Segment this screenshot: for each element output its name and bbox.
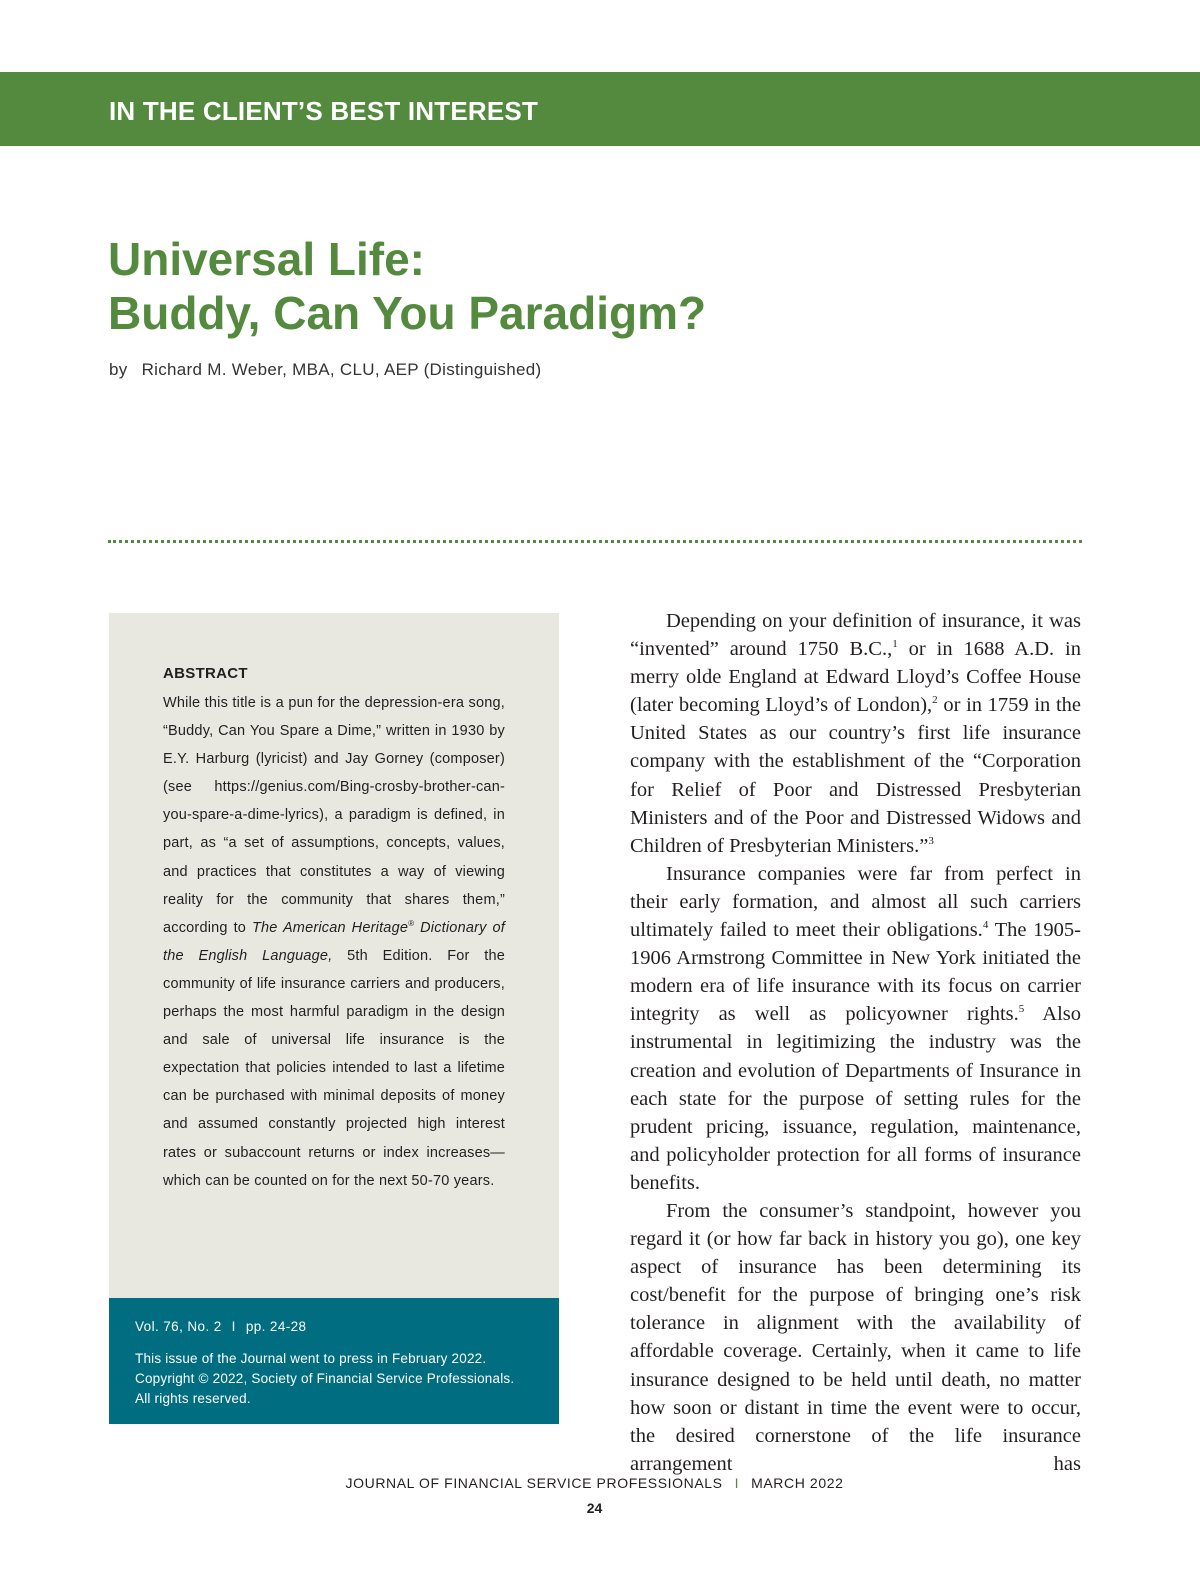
byline — [109, 360, 541, 380]
footnote-ref-1[interactable]: 1 — [892, 638, 898, 651]
footnote-ref-4[interactable]: 4 — [982, 919, 989, 932]
paragraph-2-text-a: Insurance companies were far from perfect in their early formation, and almost all such carriers ultimately failed to meet their obligations. — [630, 862, 1081, 942]
article-body — [630, 607, 1081, 1478]
volume-info — [135, 1319, 306, 1334]
body-paragraph-3: From the consumer’s standpoint, however you regard it (or how far back in history you go), one key aspect of insurance has been determining its cost/benefit for the purpose of bringing one’s risk tolerance in alignment with the availability of affordable coverage. Certainly, when it came to life insurance designed to be held until death, no matter how soon or distant in time the event were to occur, the desired cornerstone of the life insurance arrangement has — [630, 1199, 1081, 1475]
abstract-text — [163, 689, 505, 1195]
footnote-ref-2[interactable]: 2 — [932, 694, 938, 707]
section-banner-label: IN THE CLIENT’S BEST INTEREST — [109, 96, 539, 126]
paragraph-2-text-b: The 1905-1906 Armstrong Committee in New York initiated the modern era of life insurance with its focus on carrier integrity as well as policyowner rights. — [630, 919, 1082, 1026]
author-name: Richard M. Weber, MBA, CLU, AEP (Distinguished) — [141, 360, 542, 379]
abstract-text-part-2: 5th Edition. For the community of life insurance carriers and producers, perhaps the most harmful paradigm in the design and sale of universal life insurance is the expectation that policies intended to last a lifetime can be purchased with minimal deposits of money and assumed constantly projected high interest rates or subaccount returns or index increases—which can be counted on for the next 50-70 years. — [163, 947, 506, 1189]
article-title — [108, 232, 706, 340]
byline-prefix: by — [109, 360, 128, 379]
article-title-line-1: Universal Life: — [108, 233, 425, 285]
footnote-ref-3[interactable]: 3 — [928, 834, 934, 847]
abstract-heading: ABSTRACT — [163, 665, 248, 682]
footnote-ref-5[interactable]: 5 — [1018, 1003, 1025, 1016]
paragraph-1-text-b: or in 1688 A.D. in merry olde England at Edward Lloyd’s Coffee House (later becoming Lloyd’s of London), — [630, 638, 1081, 717]
section-banner — [0, 72, 1200, 146]
dictionary-title-text: The American Heritage — [251, 919, 409, 936]
footer-separator: I — [734, 1475, 740, 1491]
paragraph-2-text-c: Also instrumental in legitimizing the industry was the creation and evolution of Departments of Insurance in each state for the purpose of setting rules for the prudent pricing, issuance, regulation, maintenance, and policyholder protection for all forms of insurance benefits. — [630, 1003, 1081, 1194]
volume-separator: I — [231, 1319, 236, 1334]
dictionary-title-cont: Dictionary of the English Language, — [163, 919, 505, 964]
issue-date: MARCH 2022 — [751, 1475, 844, 1491]
press-note-line-3: All rights reserved. — [135, 1391, 251, 1406]
press-note — [135, 1349, 545, 1409]
publication-info-box — [109, 1298, 559, 1424]
page-footer — [0, 1475, 1189, 1491]
press-note-line-1: This issue of the Journal went to press in February 2022. — [135, 1351, 487, 1366]
dotted-divider — [108, 540, 1082, 543]
article-title-line-2: Buddy, Can You Paradigm? — [108, 287, 707, 339]
body-paragraph-2 — [630, 860, 1081, 1197]
volume-number: Vol. 76, No. 2 — [135, 1319, 222, 1334]
paragraph-1-text-a: Depending on your definition of insurance, it was “invented” around 1750 B.C., — [630, 610, 1081, 661]
journal-name: JOURNAL OF FINANCIAL SERVICE PROFESSIONALS — [345, 1475, 723, 1491]
page-range: pp. 24-28 — [245, 1319, 307, 1334]
abstract-box — [109, 613, 559, 1298]
registered-mark: ® — [408, 918, 415, 928]
press-note-line-2: Copyright © 2022, Society of Financial Service Professionals. — [135, 1371, 515, 1386]
body-paragraph-1 — [630, 607, 1081, 860]
page-number: 24 — [586, 1500, 603, 1516]
paragraph-1-text-c: or in 1759 in the United States as our country’s first life insurance company with the establishment of the “Corporation for Relief of Poor and Distressed Presbyterian Ministers and of the Poor and Distressed Widows and Children of Presbyterian Ministers.” — [630, 694, 1081, 857]
abstract-text-part-1: While this title is a pun for the depression-era song, “Buddy, Can You Spare a Dime,” written in 1930 by E.Y. Harburg (lyricist) and Jay Gorney (composer) (see https://genius.com/Bing-crosby-brother-can-you-spare-a-dime-lyrics), a paradigm is defined, in part, as “a set of assumptions, concepts, values, and practices that constitutes a way of viewing reality for the community that shares them,” according to — [163, 695, 505, 936]
